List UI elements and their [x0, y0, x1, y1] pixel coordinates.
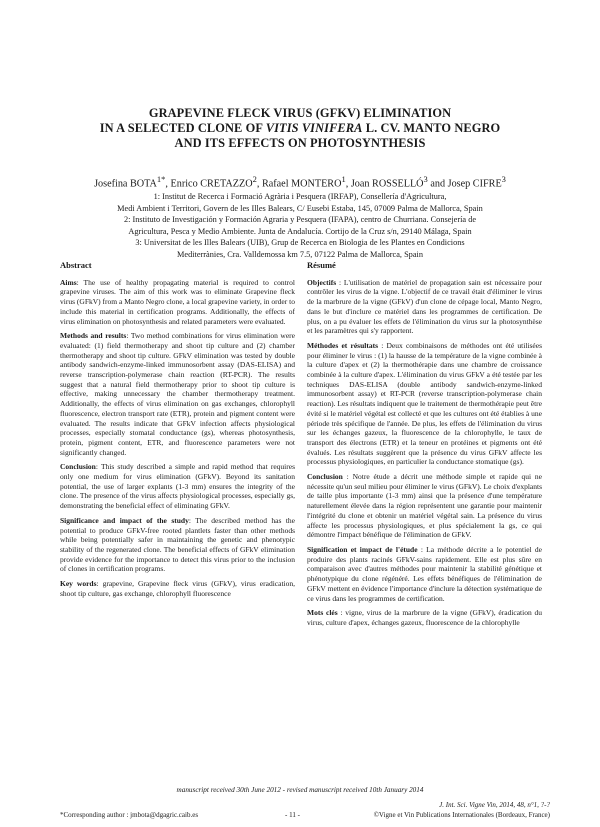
motscles-label: Mots clés — [307, 608, 338, 618]
abstract-column — [60, 261, 295, 604]
author-affil-mark: 2 — [252, 174, 257, 184]
affiliations — [60, 191, 540, 261]
resume-motscles — [307, 608, 542, 627]
journal-info — [374, 801, 550, 820]
affiliation-line: Agricultura, Pesca y Medio Ambiente. Junta de Andalucía. Cortijo de la Cruz s/n, 29140 Málaga, Spain — [128, 226, 472, 236]
resume-conclusion — [307, 472, 542, 540]
page-number: - 11 - — [285, 811, 300, 819]
motscles-text: : vigne, virus de la marbrure de la vigne (GFkV), éradication du virus, culture d'apex, échanges gazeux, fluorescence de la chlorophylle — [307, 608, 542, 627]
abstract-aims — [60, 278, 295, 327]
signification-text: : La méthode décrite a le potentiel de produire des plants racinés GFkV-sains rapidement. Elle est plus sûre en comparaison avec d'autres méthodes pour maintenir la stabilité génétique et phénotypique du clone régénéré. Les effets bénéfiques de l'élimination de GFkV mettent en évidence l'importance d'inclure la détection systématique de ce virus dans les programmes de certification. — [307, 544, 542, 603]
copyright: ©Vigne et Vin Publications Internationales (Bordeaux, France) — [373, 810, 550, 819]
resume-signification — [307, 545, 542, 603]
significance-text: : The described method has the potential to produce GFkV-free rooted plantlets faster than other methods while being potentially safer in maintaining the genetic and phenotypic stability of the regenerated clone. The beneficial effects of GFkV elimination provide evidence for the importance to detect this virus prior to the inclusion of clones in certification programs. — [60, 515, 295, 574]
conclusion-fr-label: Conclusion — [307, 472, 343, 482]
methods-label: Methods and results — [60, 331, 127, 341]
significance-label: Significance and impact of the study — [60, 515, 189, 525]
conclusion-label: Conclusion — [60, 462, 96, 472]
abstract-conclusion — [60, 462, 295, 511]
author: Josep CIFRE — [447, 178, 502, 190]
signification-label: Signification et impact de l'étude — [307, 544, 418, 554]
resume-objectifs — [307, 278, 542, 336]
author-affil-mark: 1 — [341, 174, 346, 184]
title-species: VITIS VINIFERA — [265, 121, 363, 135]
abstract-methods — [60, 331, 295, 457]
methods-text: : Two method combinations for virus elimination were evaluated: (1) field thermotherapy and shoot tip culture and (2) chamber thermotherapy and shoot tip culture. GFkV elimination was tested by double antibody sandwich-enzyme-linked immunosorbent assay (DAS-ELISA) and reverse transcription-polymerase chain reaction (RT-PCR). The results suggest that a natural field thermotherapy prior to shoot tip culture is effective, making unnecessary the chamber thermotherapy treatment. Additionally, the effects of virus elimination on gas exchanges, chlorophyll fluorescence, electron transport rate (ETR), protein and pigment content were evaluated. The results indicate that GFkV infection affects physiological processes, especially stomatal conductance (gs), whereas photosynthesis, protein, pigment content, ETR, and fluorescence parameters were not significantly changed. — [60, 331, 296, 457]
objectifs-label: Objectifs — [307, 277, 337, 287]
aims-label: Aims — [60, 277, 77, 287]
corresponding-author: *Corresponding author : jmbota@dgagric.caib.es — [60, 811, 199, 819]
affiliation-line: 2: Instituto de Investigación y Formación Agraria y Pesquera (IFAPA), centro de Churriana. Consejería de — [123, 215, 477, 225]
resume-methodes — [307, 341, 542, 467]
resume-column — [307, 261, 542, 633]
author-list — [40, 174, 560, 189]
resume-heading: Résumé — [307, 260, 336, 270]
keywords-text: : grapevine, Grapevine fleck virus (GFkV), virus eradication, shoot tip culture, gas exchange, chlorophyll fluorescence — [60, 579, 295, 598]
author-affil-mark: 1* — [156, 174, 166, 184]
keywords-label: Key words — [60, 579, 97, 589]
author-affil-mark: 3 — [423, 174, 428, 184]
affiliation-line: 3: Universitat de les Illes Balears (UIB), Grup de Recerca en Biologia de les Plantes en Condicions — [135, 238, 465, 248]
author-sep: , — [256, 178, 262, 190]
affiliation-line: 1: Institut de Recerca i Formació Agrària i Pesquera (IRFAP), Consellería d'Agricultura, — [153, 192, 447, 201]
abstract-significance — [60, 516, 295, 574]
affiliation-line: Medi Ambient i Territori, Govern de les Illes Balears, C/ Eusebi Estaba, 145, 07009 Palma de Mallorca, Spain — [117, 203, 483, 213]
author: Josefina BOTA — [94, 178, 157, 190]
title-line-1: GRAPEVINE FLECK VIRUS (GFKV) ELIMINATION — [148, 106, 452, 120]
methodes-label: Méthodes et résultats — [307, 340, 378, 350]
author: Joan ROSSELLÓ — [350, 178, 424, 190]
author: Rafael MONTERO — [261, 178, 342, 190]
title-line-2-post: L. CV. MANTO NEGRO — [362, 121, 501, 135]
aims-text: : The use of healthy propagating material is required to control grapevine viruses. The aim of this work was to eliminate Grapevine fleck virus (GFkV) from a Manto Negro clone, a local grapevine variety, in order to include this material in certification programs. Additionally, the effects of virus elimination on photosynthesis and related parameters were evaluated. — [60, 277, 295, 326]
author: Enrico CRETAZZO — [170, 178, 253, 190]
author-affil-mark: 3 — [501, 174, 506, 184]
conclusion-text: : This study described a simple and rapid method that requires only one medium for virus elimination (GFkV). Beyond its sanitation potential, the use of larger explants (1-3 mm) ensures the integrity of the clone. The presence of the virus affects physiological processes, especially gs, demonstrating the beneficial effect of eliminating GFkV. — [60, 462, 295, 511]
abstract-keywords — [60, 579, 295, 598]
abstract-heading: Abstract — [60, 260, 92, 270]
author-sep: , — [165, 178, 171, 190]
author-sep: , — [345, 178, 351, 190]
manuscript-dates: manuscript received 30th June 2012 - revised manuscript received 10th January 2014 — [176, 786, 424, 794]
journal-citation: J. Int. Sci. Vigne Vin, 2014, 48, n°1, ?-? — [439, 801, 550, 809]
article-title — [40, 106, 560, 151]
affiliation-line: Mediterrànies, Cra. Valldemossa km 7.5, 07122 Palma de Mallorca, Spain — [177, 249, 423, 259]
author-sep: and — [427, 178, 448, 190]
title-line-2-pre: IN A SELECTED CLONE OF — [99, 121, 266, 135]
conclusion-fr-text: : Notre étude a décrit une méthode simple et rapide qui ne nécessite qu'un seul milieu pour éliminer le virus (GFkV). Le choix d'explants de taille plus importante (1-3 mm) ainsi que la présence d'une température naturellement élevée dans la région représentent une garantie pour maintenir l'intégrité du clone et obtenir un matériel végétal sain. La présence du virus affecte les processus physiologiques, et plus spécialement la gs, ce qui démontre l'impact bénéfique de l'élimination de GFkV. — [307, 472, 542, 540]
title-line-2 — [40, 121, 560, 136]
methodes-text: : Deux combinaisons de méthodes ont été utilisées pour éliminer le virus : (1) la hausse de la température de la vigne combinée à la culture d'apex et (2) la thermothérapie dans une chambre de croissance combinée à la culture d'apex. L'élimination du virus GFkV a été testée par les techniques DAS-ELISA (double antibody sandwich-enzyme-linked immunosorbent assay) et RT-PCR (reverse transcription-polymerase chain reaction). Les résultats indiquent que le traitement de thermothérapie peut être évité si le matériel végétal est collecté et que les cultures ont été établies à une période très spécifique de l'année. De plus, les effets de l'élimination du virus sur les échanges gazeux, la fluorescence de la chlorophylle, le taux de transport des électrons (ETR) et la teneur en protéines et pigments ont été évalués. Les résultats suggèrent que la présence du virus GFkV affecte les processus physiologiques, en particulier la conductance stomatique (gs). — [307, 340, 542, 467]
title-line-3: AND ITS EFFECTS ON PHOTOSYNTHESIS — [174, 136, 426, 150]
objectifs-text: : L'utilisation de matériel de propagation sain est nécessaire pour contrôler les virus de la vigne. L'objectif de ce travail était d'éliminer le virus de la marbrure de la vigne (GFkV) d'un clone de cépage local, Manto Negro, dans le but d'inclure ce matériel dans les programmes de certification. De plus, on a pu évaluer les effets de l'élimination du virus sur la photosynthèse et les paramètres qui s'y rapportent. — [307, 277, 542, 336]
